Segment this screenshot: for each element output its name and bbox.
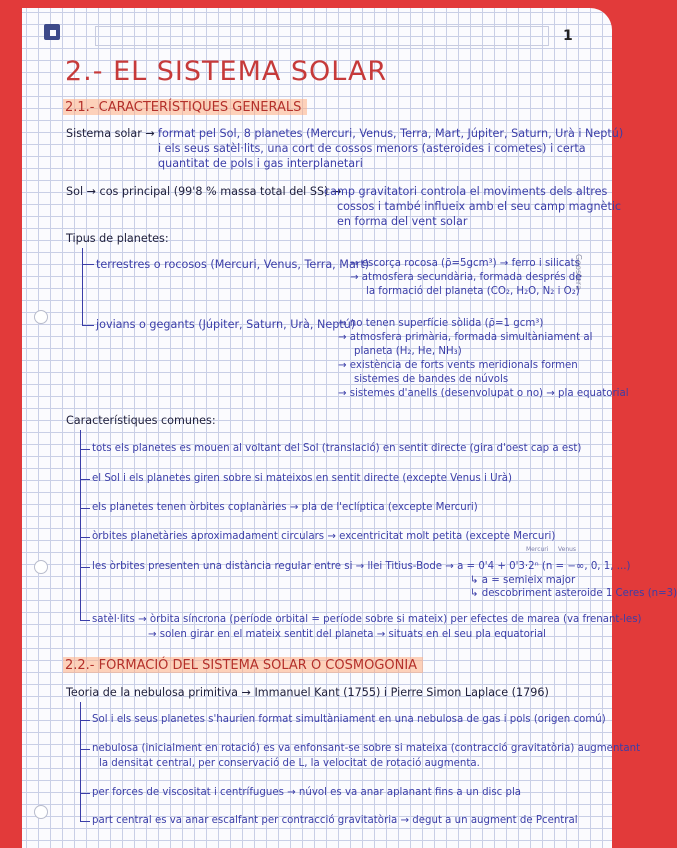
terrestres-item: → escorça rocosa (ρ̄=5gcm³) → ferro i silicats [350, 258, 580, 269]
sol-label: Sol → cos principal (99'8 % massa total del SS) → [66, 185, 342, 198]
jovians-item: → no tenen superfície sòlida (ρ̄=1 gcm³) [338, 318, 544, 329]
sol-line: cossos i també influeix amb el seu camp magnètic [337, 200, 622, 213]
tiny-label: Venus [558, 546, 577, 553]
tipus-label: Tipus de planetes: [66, 232, 169, 245]
def-line: quantitat de pols i gas interplanetari [158, 157, 363, 170]
jovians-item: → atmosfera primària, formada simultàniament al [338, 332, 593, 343]
bracket-line [80, 430, 81, 620]
terrestres-label: terrestres o rocosos (Mercuri, Venus, Terra, Mart) [96, 258, 370, 271]
satelits-sub: → solen girar en el mateix sentit del planeta → situats en el seu pla equatorial [148, 629, 546, 640]
arrow-line [80, 508, 90, 509]
jovians-item: → sistemes d'anells (desenvolupat o no) → pla equatorial [338, 388, 629, 399]
section-heading-2: 2.2.- FORMACIÓ DEL SISTEMA SOLAR O COSMOGONIA [63, 657, 423, 673]
header-band [95, 26, 549, 46]
formacio-item: la densitat central, per conservació de L, la velocitat de rotació augmenta. [99, 758, 480, 769]
tiny-label: Mercuri [526, 546, 549, 553]
formacio-item: part central es va anar escalfant per contracció gravitatòria → degut a un augment de Pcentral [92, 815, 578, 826]
binder-hole [34, 805, 48, 819]
arrow-line [80, 821, 90, 822]
jovians-label: jovians o gegants (Júpiter, Saturn, Urà, Neptú) [96, 318, 356, 331]
comunes-item: les òrbites presenten una distància regular entre si → llei Titius-Bode → a = 0'4 + 0'3·2ⁿ (n = −∞, 0, 1, ...) [92, 561, 631, 572]
binder-hole [34, 310, 48, 324]
titius-sub: ↳ descobriment asteroide 1 Ceres (n=3) [470, 588, 677, 599]
arrow-line [80, 567, 90, 568]
side-note: Geosfera [574, 254, 583, 291]
formacio-item: Sol i els seus planetes s'haurien format simultàniament en una nebulosa de gas i pols (origen comú) [92, 714, 606, 725]
formacio-item: per forces de viscositat i centrífugues → núvol es va anar aplanant fins a un disc pla [92, 787, 522, 798]
bracket-line [82, 248, 83, 326]
jovians-item: → existència de forts vents meridionals formen [338, 360, 578, 371]
arrow-line [82, 325, 94, 326]
terrestres-item: → atmosfera secundària, formada després de [350, 272, 582, 283]
comunes-item: satèl·lits → òrbita síncrona (període orbital = període sobre si mateix) per efectes de marea (va frenant-les) [92, 614, 642, 625]
section-heading-1: 2.1.- CARACTERÍSTIQUES GENERALS [63, 99, 307, 115]
jovians-item: planeta (H₂, He, NH₃) [354, 346, 462, 357]
nebulosa-intro: Teoria de la nebulosa primitiva → Immanuel Kant (1755) i Pierre Simon Laplace (1796) [66, 686, 549, 699]
arrow-line [80, 537, 90, 538]
comunes-item: òrbites planetàries aproximadament circulars → excentricitat molt petita (excepte Mercuri) [92, 531, 556, 542]
arrow-line [80, 620, 90, 621]
arrow-line [80, 720, 90, 721]
formacio-item: nebulosa (inicialment en rotació) es va enfonsant-se sobre si mateixa (contracció gravitatòria) augmentant [92, 743, 641, 754]
comunes-item: tots els planetes es mouen al voltant del Sol (translació) en sentit directe (gira d'oest cap a est) [92, 443, 582, 454]
comunes-item: els planetes tenen òrbites coplanàries → pla de l'eclíptica (excepte Mercuri) [92, 502, 478, 513]
arrow-line [80, 479, 90, 480]
sistema-solar-label: Sistema solar → [66, 127, 155, 140]
sol-line: en forma del vent solar [337, 215, 468, 228]
page-title: 2.- EL SISTEMA SOLAR [65, 56, 388, 87]
jovians-item: sistemes de bandes de núvols [354, 374, 509, 385]
binder-hole [34, 560, 48, 574]
page-number: 1 [563, 28, 573, 44]
arrow-line [80, 749, 90, 750]
arrow-line [80, 793, 90, 794]
terrestres-item: la formació del planeta (CO₂, H₂O, N₂ i O₂) [366, 286, 580, 297]
sol-line: camp gravitatori controla el moviments dels altres [324, 185, 608, 198]
def-line: format pel Sol, 8 planetes (Mercuri, Venus, Terra, Mart, Júpiter, Saturn, Urà i Neptú) [158, 127, 624, 140]
arrow-line [82, 264, 94, 265]
comunes-item: el Sol i els planetes giren sobre si mateixos en sentit directe (excepte Venus i Urà) [92, 473, 512, 484]
arrow-line [80, 449, 90, 450]
notebook-logo-icon [44, 24, 60, 40]
def-line: i els seus satèl·lits, una cort de cossos menors (asteroides i cometes) i certa [158, 142, 586, 155]
titius-sub: ↳ a = semieix major [470, 575, 576, 586]
comunes-label: Característiques comunes: [66, 414, 216, 427]
